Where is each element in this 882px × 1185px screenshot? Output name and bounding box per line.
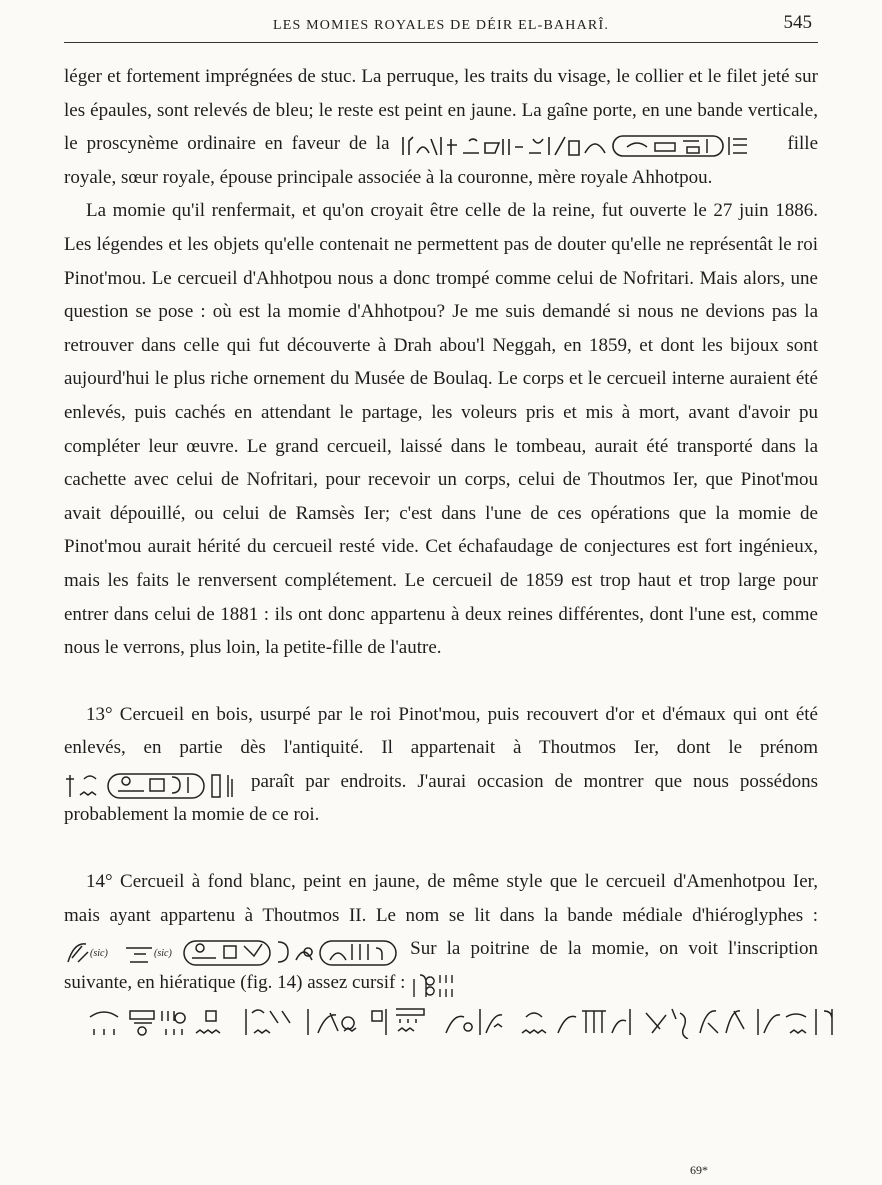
signature-mark: 69* [690, 1163, 708, 1177]
paragraph-3 [64, 698, 818, 832]
paragraph-4-text-a: 14° Cercueil à fond blanc, peint en jaune, de même style que le cercueil d'Amenhotpou Ier, mais ayant appartenu à Thoutmos II. Le nom se lit dans la bande médiale d'hiéroglyphes : [64, 871, 818, 926]
cartouche-prenomen-icon [64, 771, 240, 795]
hieratic-fraction-icon [410, 971, 458, 995]
paragraph-1-text-a: léger et fortement imprégnées de stuc. La perruque, les traits du visage, le collier et le filet jeté sur les épaules, sont relevés de bleu; le reste est peint en jaune. La gaîne porte, en une bande verticale, le proscynème ordinaire en faveur de la [64, 66, 818, 155]
body-text [64, 60, 818, 1051]
paragraph-1 [64, 60, 818, 194]
paragraph-2: La momie qu'il renfermait, et qu'on croyait être celle de la reine, fut ouverte le 27 juin 1886. Les légendes et les objets qu'elle contenait ne permettent pas de douter qu'elle ne représentât le roi Pinot'mou. Le cercueil d'Ahhotpou nous a donc trompé comme celui de Nofritari. Mais alors, une question se pose : où est la momie d'Ahhotpou? Je me suis demandé si nous ne devions pas la retrouver dans celle qui fut découverte à Drah abou'l Neggah, en 1859, et dont les bijoux sont aujourd'hui le plus riche ornement du Musée de Boulaq. Le corps et le cercueil interne auraient été enlevés, puis cachés en attendant le partage, les voleurs pris et mis à mort, avant d'avoir pu compléter leur œuvre. Le grand cercueil, laissé dans le tombeau, aurait été transporté dans la cachette avec celui de Nofritari, pour recevoir un corps, celui de Thoutmos Ier, que Pinot'mou avait dépouillé, ou celui de Ramsès Ier; c'est dans l'une de ces opérations que la momie de Pinot'mou aurait hérité du cercueil resté vide. Cet échafaudage de conjectures est fort ingénieux, mais les faits le renversent complétement. Le cercueil de 1859 est trop haut et trop large pour entrer dans celui de 1881 : ils ont donc appartenu à deux reines différentes, dont l'une est, comme nous le verrons, plus loin, la petite-fille de l'autre. [64, 200, 818, 659]
sic-label-1: (sic) [90, 947, 108, 959]
paragraph-1-text-b: fille royale, sœur royale, épouse principale associée à la couronne, mère royale Ahhotpou. [64, 133, 819, 188]
running-title: LES MOMIES ROYALES DE DÉIR EL-BAHARÎ. [272, 18, 610, 33]
paragraph-4 [64, 865, 818, 1051]
running-header [64, 6, 818, 43]
hieroglyph-inscription-line-icon [64, 1003, 818, 1051]
hieroglyph-name-thoutmos-icon [64, 938, 400, 962]
paragraph-3-text-b: paraît par endroits. J'aurai occasion de montrer que nous possédons probablement la momie de ce roi. [64, 770, 819, 826]
paragraph-3-text-a: 13° Cercueil en bois, usurpé par le roi Pinot'mou, puis recouvert d'or et d'émaux qui ont été enlevés, en partie dès l'antiquité. Il appartenait à Thoutmos Ier, dont le prénom [64, 703, 818, 759]
page-number: 545 [783, 12, 812, 33]
hieroglyph-proscynem-icon [399, 133, 779, 157]
paragraph-4-text-b: Sur la poitrine de la momie, on voit l'inscription suivante, en hiératique (fig. 14) assez cursif : [64, 938, 818, 993]
sic-label-2: (sic) [154, 947, 172, 959]
